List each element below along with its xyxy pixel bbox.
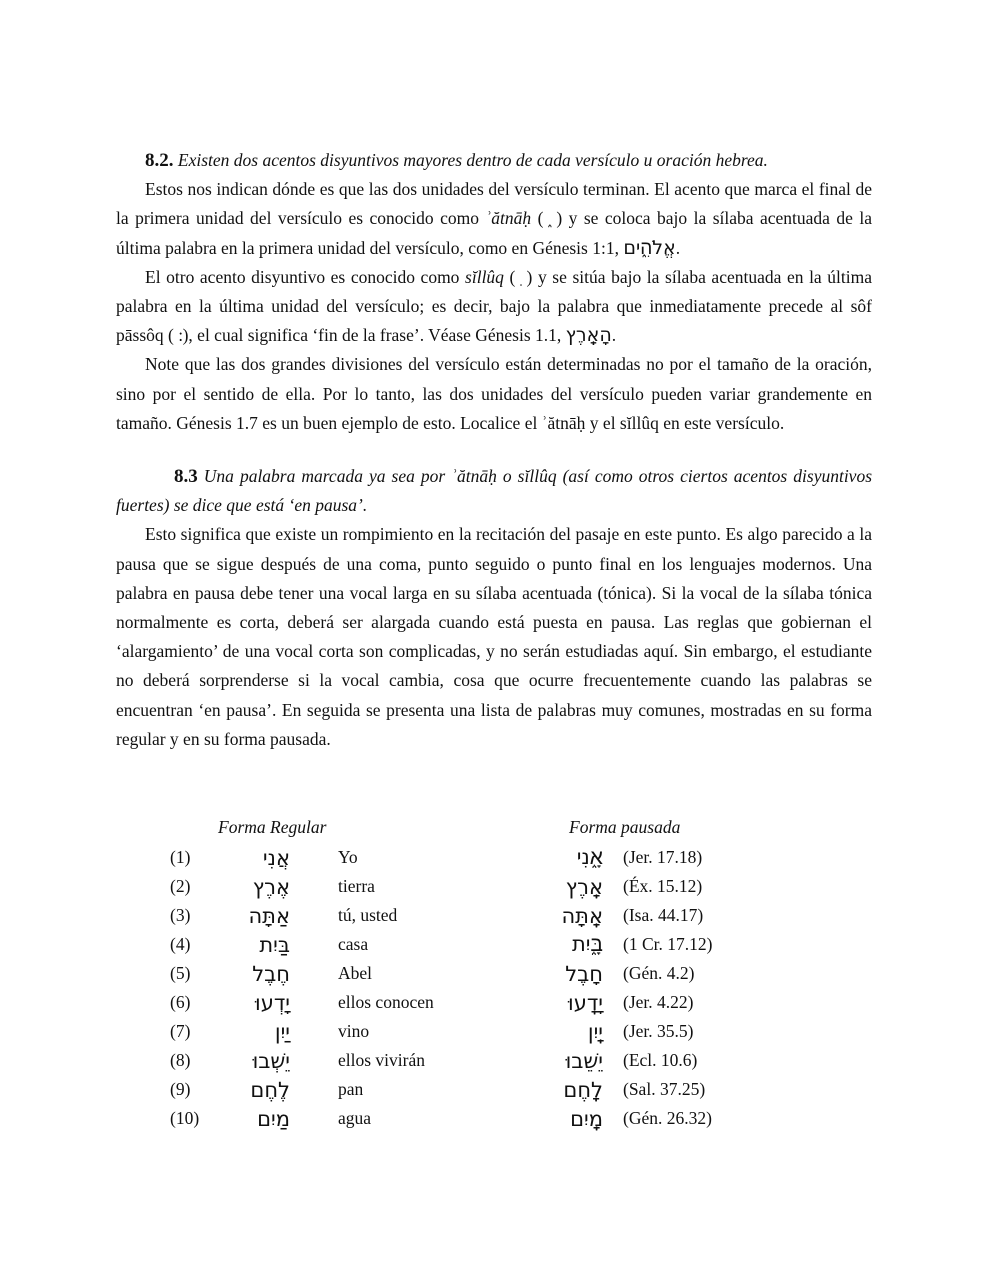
hebrew-regular	[216, 843, 290, 872]
hebrew-word: אָ֑נִי	[576, 845, 603, 869]
row-number: (10)	[170, 1108, 200, 1128]
row-number: (6)	[170, 992, 191, 1012]
hebrew-regular	[216, 901, 290, 930]
heading-text: Existen dos acentos disyuntivos mayores dentro de cada versículo u oración hebrea.	[177, 150, 768, 170]
hebrew-pausal	[533, 1075, 603, 1104]
table-row	[170, 1075, 712, 1104]
reference: (1 Cr. 17.12)	[623, 934, 713, 954]
meaning: Yo	[338, 847, 358, 867]
hebrew-word: לֶחֶם	[250, 1077, 290, 1102]
paragraph: Esto significa que existe un rompimiento en la recitación del pasaje en este punto. Es algo parecido a la pausa que se sigue después de una coma, punto seguido o punto final en los lenguajes modernos. Una palabra en pausa debe tener una vocal larga en su sílaba acentuada (tónica). Si la vocal de la sílaba tónica normalmente es corta, deberá ser alargada cuando está puesta en pausa. Las reglas que gobiernan el ‘alargamiento’ de una vocal corta son complicadas, y no serán estudiadas aquí. Sin embargo, el estudiante no deberá sorprenderse si la vocal cambia, cosa que ocurre frecuentemente cuando las palabras se encuentran ‘en pausa’. En seguida se presenta una lista de palabras muy comunes, mostradas en su forma regular y en su forma pausada.	[116, 524, 872, 749]
table-row	[170, 930, 712, 959]
reference: (Jer. 35.5)	[623, 1021, 694, 1041]
hebrew-word: יָֽיִן	[587, 1019, 603, 1044]
header-pausal: Forma pausada	[569, 817, 681, 837]
meaning: agua	[338, 1108, 372, 1128]
section-8-3	[116, 462, 872, 754]
hebrew-word: בַּיִת	[259, 932, 290, 957]
section-8-2	[116, 146, 872, 438]
hebrew-pausal	[533, 843, 603, 872]
hebrew-pausal	[533, 872, 603, 901]
meaning: ellos conocen	[338, 992, 434, 1012]
hebrew-regular	[216, 1046, 290, 1075]
section-number: 8.2.	[145, 150, 174, 171]
hebrew-regular	[216, 1075, 290, 1104]
meaning: ellos vivirán	[338, 1050, 425, 1070]
row-number: (7)	[170, 1021, 191, 1041]
hebrew-word: יֵשְׁבוּ	[252, 1048, 290, 1073]
text: ( ֽ ) y se sitúa bajo la sílaba acentuada en la última palabra en la última unidad del versículo; es decir, bajo la palabra que inmediatamente precede al sôf pāssôq ( ), el cual significa ‘fin de la frase’. Véase Génesis 1.1,	[116, 266, 872, 346]
row-number: (1)	[170, 847, 191, 867]
reference: (Gén. 4.2)	[623, 963, 695, 983]
paragraph: Note que las dos grandes divisiones del versículo están determinadas no por el tamaño de la oración, sino por el sentido de ella. Por lo tanto, las dos unidades del versículo pueden variar grandemente en tamaño. Génesis 1.7 es un buen ejemplo de esto. Localice el ʾătnāḥ y el sĭllûq en este versículo.	[116, 354, 872, 433]
hebrew-pausal	[533, 1046, 603, 1075]
hebrew-word: יָדָֽעוּ	[567, 990, 603, 1015]
hebrew-regular	[216, 930, 290, 959]
hebrew-word: מַיִם	[257, 1106, 290, 1131]
hebrew-word: הָאָֽרֶץ	[565, 324, 612, 347]
hebrew-pausal	[533, 901, 603, 930]
hebrew-pausal	[533, 1017, 603, 1046]
hebrew-word: יָדְעוּ	[254, 990, 290, 1015]
hebrew-regular	[216, 1104, 290, 1133]
hebrew-word: יֵשֵׁבוּ	[565, 1048, 603, 1073]
hebrew-word: מָֽיִם	[570, 1106, 603, 1131]
reference: (Jer. 4.22)	[623, 992, 694, 1012]
hebrew-word: יַיִן	[274, 1019, 290, 1044]
hebrew-pausal	[533, 988, 603, 1017]
word-table	[170, 812, 712, 1133]
row-number: (3)	[170, 905, 191, 925]
meaning: tierra	[338, 876, 375, 896]
hebrew-pausal	[533, 930, 603, 959]
section-heading	[116, 146, 872, 175]
hebrew-word: אֶרֶץ	[252, 874, 290, 899]
hebrew-regular	[216, 959, 290, 988]
table-row	[170, 843, 712, 872]
row-number: (9)	[170, 1079, 191, 1099]
hebrew-pausal	[533, 1104, 603, 1133]
hebrew-word: אֱלֹהִ֑ים	[623, 236, 676, 259]
row-number: (2)	[170, 876, 191, 896]
hebrew-word: אַתָּה	[248, 903, 290, 928]
hebrew-regular	[216, 1017, 290, 1046]
hebrew-word: בָּ֑יִת	[571, 932, 603, 956]
paragraph: El otro acento disyuntivo es conocido como sĭllûq ( ֽ ) y se sitúa bajo la sílaba acentuada en la última palabra en la última unidad del versículo; es decir, bajo la palabra que inmediatamente precede al sôf pāssôq ( ), el cual significa ‘fin de la frase’. Véase Génesis 1.1, הָאָֽרֶץ.	[116, 266, 872, 347]
table-row	[170, 959, 712, 988]
reference: (Ecl. 10.6)	[623, 1050, 698, 1070]
table-row	[170, 901, 712, 930]
meaning: casa	[338, 934, 369, 954]
paragraph: Estos nos indican dónde es que las dos unidades del versículo terminan. El acento que marca el final de la primera unidad del versículo es conocido como ʾătnāḥ ( ֑ ) y se coloca bajo la sílaba acentuada de la última palabra en la primera unidad del versículo, como en Génesis 1:1, אֱלֹהִ֑ים.	[116, 179, 872, 259]
row-number: (8)	[170, 1050, 191, 1070]
meaning: Abel	[338, 963, 373, 983]
reference: (Isa. 44.17)	[623, 905, 704, 925]
table-row	[170, 988, 712, 1017]
hebrew-word: לָֽחֶם	[563, 1077, 603, 1102]
hebrew-pausal	[533, 959, 603, 988]
text: ( ֑ ) y se coloca bajo la sílaba acentuada de la última palabra en la primera unidad del versículo, como en Génesis 1:1,	[116, 208, 872, 258]
reference: (Jer. 17.18)	[623, 847, 703, 867]
heading-text: Una palabra marcada ya sea por ʾătnāḥ o sĭllûq (así como otros ciertos acentos disyuntivos fuertes) se dice que está ‘en pausa’.	[116, 466, 873, 516]
term: sĭllûq	[465, 266, 504, 287]
section-number: 8.3	[174, 466, 198, 487]
table-row	[170, 1017, 712, 1046]
hebrew-word: חֶבֶל	[252, 961, 290, 986]
text: El otro acento disyuntivo es conocido como	[145, 266, 466, 287]
table-row	[170, 872, 712, 901]
meaning: tú, usted	[338, 905, 398, 925]
section-heading	[116, 462, 872, 520]
term: ʾătnāḥ	[485, 208, 532, 229]
header-regular: Forma Regular	[218, 817, 327, 837]
reference: (Sal. 37.25)	[623, 1079, 706, 1099]
hebrew-regular	[216, 988, 290, 1017]
row-number: (4)	[170, 934, 191, 954]
table-row	[170, 1104, 712, 1133]
hebrew-word: אָֽתָּה	[561, 903, 603, 928]
meaning: pan	[338, 1079, 364, 1099]
text: Estos nos indican dónde es que las dos unidades del versículo terminan. El acento que marca el final de la primera unidad del versículo es conocido como	[116, 179, 872, 229]
hebrew-regular	[216, 872, 290, 901]
hebrew-word: חָבֶל	[565, 961, 603, 986]
table-row	[170, 1046, 712, 1075]
row-number: (5)	[170, 963, 191, 983]
meaning: vino	[338, 1021, 370, 1041]
hebrew-word: אֲנִי	[262, 845, 290, 870]
reference: (Éx. 15.12)	[623, 876, 703, 896]
hebrew-word: אָֽרֶץ	[565, 874, 603, 899]
reference: (Gén. 26.32)	[623, 1108, 712, 1128]
